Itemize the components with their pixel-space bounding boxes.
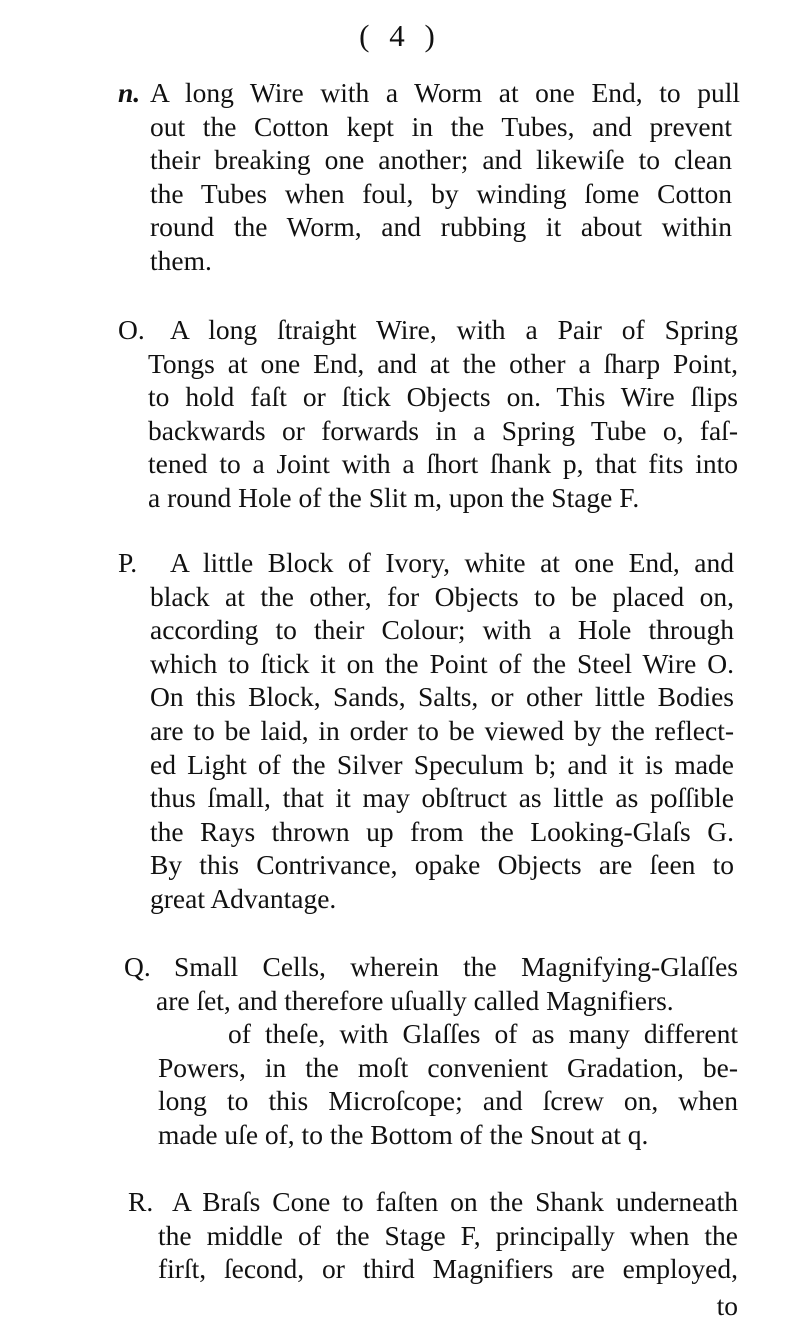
text-line: of theſe, with Glaſſes of as many different [228, 1018, 738, 1050]
text-line: are ſet, and therefore uſually called Magnifiers. [156, 984, 674, 1016]
entry-letter: O. [118, 314, 145, 345]
text-line: great Advantage. [150, 882, 337, 914]
text-line: Powers, in the moſt convenient Gradation, be- [158, 1051, 738, 1083]
text-line: the Tubes when foul, by winding ſome Cotton [150, 177, 732, 209]
text-line: are to be laid, in order to be viewed by the reflect- [150, 714, 734, 746]
text-line: A Braſs Cone to faſten on the Shank underneath [172, 1186, 738, 1217]
text-line: On this Block, Sands, Salts, or other little Bodies [150, 681, 734, 713]
entry-letter: P. [118, 547, 138, 578]
catchword: to [716, 1290, 738, 1321]
text-line: according to their Colour; with a Hole through [150, 614, 734, 646]
text-line: to hold faſt or ſtick Objects on. This Wire ſlips [148, 381, 738, 413]
text-line: By this Contrivance, opake Objects are ſeen to [150, 849, 734, 881]
text-line: which to ſtick it on the Point of the Steel Wire O. [150, 647, 734, 679]
text-line: backwards or forwards in a Spring Tube o, faſ- [148, 414, 738, 446]
page-number: ( 4 ) [359, 18, 441, 53]
text-line: A long ſtraight Wire, with a Pair of Spring [170, 314, 738, 345]
text-line: A long Wire with a Worm at one End, to pull [150, 77, 740, 108]
text-line: tened to a Joint with a ſhort ſhank p, that fits into [148, 448, 738, 480]
text-line: Small Cells, wherein the Magnifying-Glaſſes [174, 951, 738, 982]
text-line: long to this Microſcope; and ſcrew on, when [158, 1085, 738, 1117]
text-line: their breaking one another; and likewiſe to clean [150, 144, 732, 176]
text-line: round the Worm, and rubbing it about within [150, 211, 732, 243]
entry-letter: R. [128, 1186, 154, 1217]
text-line: black at the other, for Objects to be placed on, [150, 580, 734, 612]
text-line: a round Hole of the Slit m, upon the Stage F. [148, 481, 640, 513]
text-line: them. [150, 244, 212, 276]
text-line: out the Cotton kept in the Tubes, and prevent [150, 110, 732, 142]
text-line: made uſe of, to the Bottom of the Snout at q. [158, 1118, 649, 1150]
text-line: the Rays thrown up from the Looking-Glaſs G. [150, 815, 734, 847]
text-line: Tongs at one End, and at the other a ſharp Point, [148, 347, 738, 379]
text-line: firſt, ſecond, or third Magnifiers are employed, [158, 1253, 738, 1285]
text-line: A little Block of Ivory, white at one End, and [170, 547, 734, 578]
entry-letter: n. [118, 77, 141, 108]
entry-letter: Q. [124, 951, 151, 982]
text-line: the middle of the Stage F, principally when the [158, 1219, 738, 1251]
text-line: ed Light of the Silver Speculum b; and it is made [150, 748, 734, 780]
text-line: thus ſmall, that it may obſtruct as little as poſſible [150, 782, 734, 814]
